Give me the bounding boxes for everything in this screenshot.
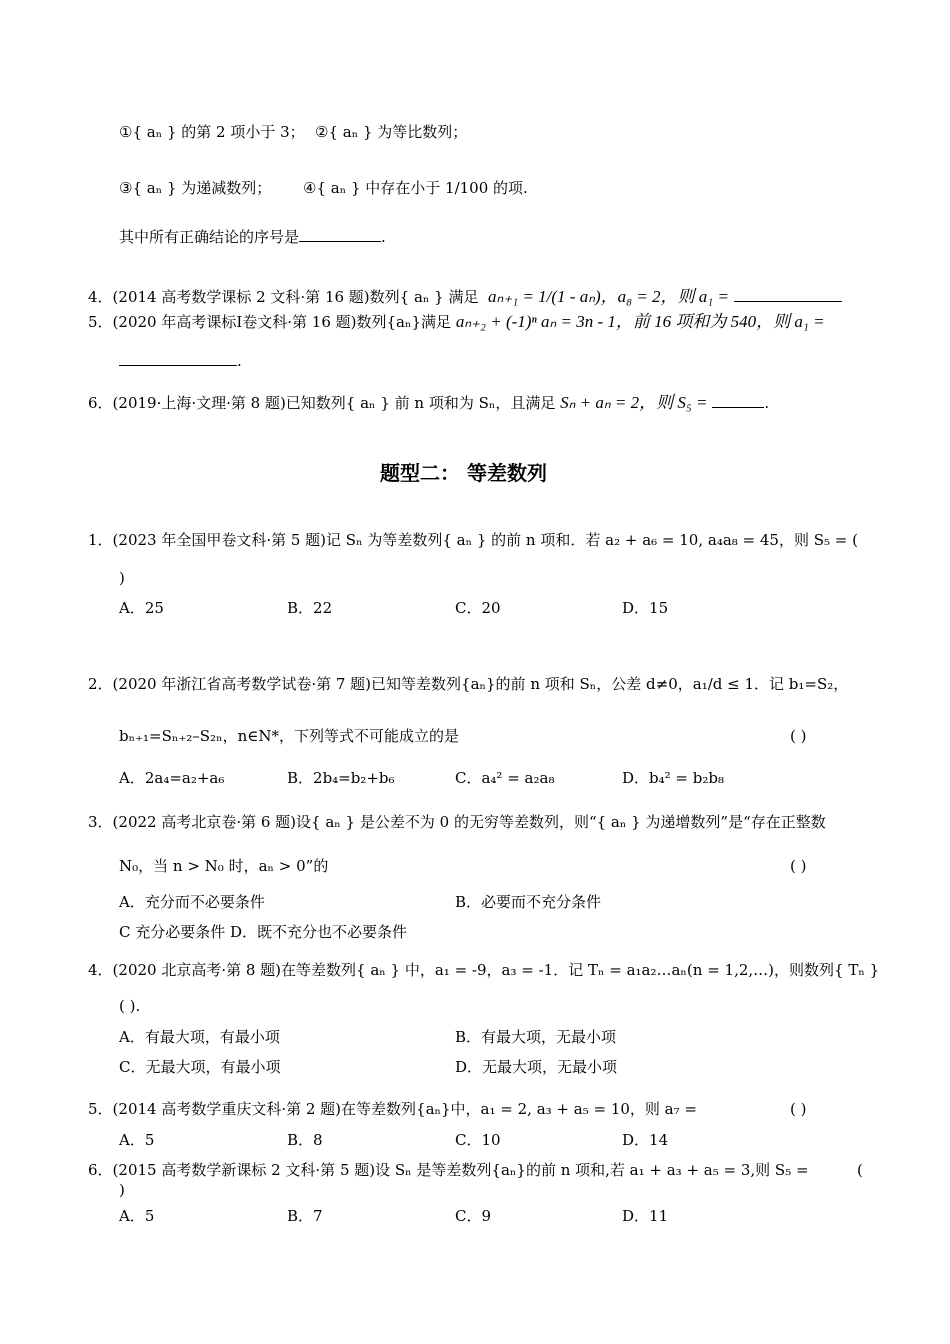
option-d: D．11 (622, 1207, 669, 1225)
answer-paren-close: ) (119, 1181, 125, 1199)
question-5: 5．(2020 年高考课标Ⅰ卷文科·第 16 题)数列{aₙ}满足 aₙ₊₂ + (-1)ⁿ aₙ = 3n - 1，前 16 项和为 540，则 a₁ = (88, 312, 825, 331)
question-3-stem-2: N₀，当 n > N₀ 时，aₙ > 0”的 (119, 857, 329, 875)
question-2-stem-2: bₙ₊₁=Sₙ₊₂–S₂ₙ，n∈N*，下列等式不可能成立的是 (119, 727, 459, 745)
option-d: D．b₄² = b₂b₈ (622, 769, 724, 787)
option-a: A．25 (119, 599, 164, 617)
answer-paren: ( ). (119, 997, 141, 1015)
conclusion-4: ④{ aₙ } 中存在小于 1/100 的项. (303, 179, 528, 197)
question-1-tail: ) (119, 569, 125, 587)
question-6-stem: 6．(2015 高考数学新课标 2 文科·第 5 题)设 Sₙ 是等差数列{aₙ}的前 n 项和,若 a₁ + a₃ + a₅ = 3,则 S₅ = (88, 1161, 809, 1179)
option-a: A．有最大项，有最小项 (119, 1028, 280, 1046)
option-d: D．15 (622, 599, 669, 617)
question-5-stem: 5．(2014 高考数学重庆文科·第 2 题)在等差数列{aₙ}中，a₁ = 2, a₃ + a₅ = 10，则 a₇ = (88, 1100, 697, 1118)
section-title: 题型二： 等差数列 (380, 461, 547, 485)
conclusion-3: ③{ aₙ } 为递减数列； (119, 179, 272, 197)
conclusion-1: ①{ aₙ } 的第 2 项小于 3； (119, 123, 305, 141)
option-b: B．2b₄=b₂+b₆ (287, 769, 395, 787)
question-4: 4．(2014 高考数学课标 2 文科·第 16 题)数列{ aₙ } 满足 aₙ₊₁ = 1/(1 - aₙ)，a₈ = 2，则 a₁ = (88, 286, 842, 307)
option-b: B．8 (287, 1131, 323, 1149)
question-2-stem: 2．(2020 年浙江省高考数学试卷·第 7 题)已知等差数列{aₙ}的前 n 项和 Sₙ，公差 d≠0，a₁/d ≤ 1．记 b₁=S₂， (88, 675, 849, 693)
question-3-stem: 3．(2022 高考北京卷·第 6 题)设{ aₙ } 是公差不为 0 的无穷等差数列，则“{ aₙ } 为递增数列”是“存在正整数 (88, 813, 826, 831)
question-6: 6．(2019·上海·文理·第 8 题)已知数列{ aₙ } 前 n 项和为 Sₙ，且满足 Sₙ + aₙ = 2，则 S₅ = . (88, 393, 770, 412)
option-a: A．2a₄=a₂+a₆ (119, 769, 225, 787)
option-c: C．9 (455, 1207, 492, 1225)
option-a: A．5 (119, 1131, 155, 1149)
answer-paren: ( ) (790, 857, 807, 875)
option-d: D．无最大项，无最小项 (455, 1058, 618, 1076)
conclusion-2: ②{ aₙ } 为等比数列； (315, 123, 468, 141)
option-c: C．a₄² = a₂a₈ (455, 769, 555, 787)
option-c: C．10 (455, 1131, 501, 1149)
option-d: D．14 (622, 1131, 669, 1149)
question-4-stem: 4．(2020 北京高考·第 8 题)在等差数列{ aₙ } 中，a₁ = -9，a₃ = -1．记 Tₙ = a₁a₂…aₙ(n = 1,2,…)，则数列{ Tₙ } (88, 961, 880, 979)
question-1-stem: 1．(2023 年全国甲卷文科·第 5 题)记 Sₙ 为等差数列{ aₙ } 的前 n 项和．若 a₂ + a₆ = 10, a₄a₈ = 45，则 S₅ = ( (88, 531, 858, 549)
answer-paren: ( ) (790, 1100, 807, 1118)
question-5-blank: . (119, 350, 242, 371)
option-c: C．无最大项，有最小项 (119, 1058, 281, 1076)
option-cd: C 充分必要条件 D．既不充分也不必要条件 (119, 923, 408, 941)
answer-paren: ( ) (790, 727, 807, 745)
answer-paren-open: ( (857, 1161, 863, 1179)
option-a: A．5 (119, 1207, 155, 1225)
option-b: B．必要而不充分条件 (455, 893, 602, 911)
option-c: C．20 (455, 599, 501, 617)
option-b: B．有最大项，无最小项 (455, 1028, 617, 1046)
option-a: A．充分而不必要条件 (119, 893, 265, 911)
option-b: B．7 (287, 1207, 323, 1225)
option-b: B．22 (287, 599, 333, 617)
conclusion-summary: 其中所有正确结论的序号是 . (119, 228, 386, 246)
